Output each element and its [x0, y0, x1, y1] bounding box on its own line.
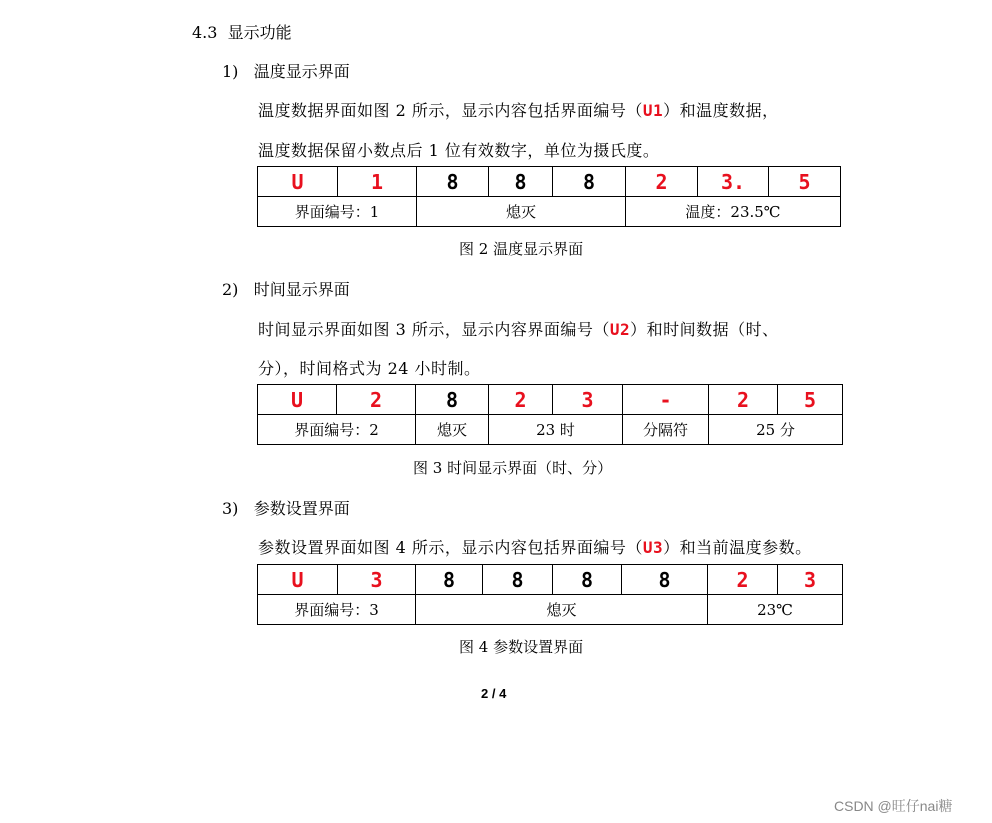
- item3-paragraph-line1: [258, 535, 812, 558]
- segment-digit-cell: 8: [553, 167, 626, 197]
- item2-number: 2): [222, 280, 239, 299]
- segment-digit-cell: 2: [708, 565, 778, 595]
- figure4-label-cell: 23℃: [708, 595, 843, 625]
- item3-text-a: 参数设置界面如图 4 所示，显示内容包括界面编号（: [258, 538, 643, 557]
- segment-digit-cell: 2: [337, 385, 416, 415]
- item1-paragraph-line1: [258, 98, 779, 121]
- item1-text-b: ）和温度数据，: [663, 101, 779, 120]
- figure3-digit-row: [258, 385, 843, 415]
- segment-digit-cell: 3: [553, 385, 623, 415]
- segment-digit-cell: 5: [778, 385, 843, 415]
- item2-paragraph-line2: 分），时间格式为 24 小时制。: [258, 359, 481, 378]
- figure4-digit-row: [258, 565, 843, 595]
- figure2-label-cell: 温度：23.5℃: [626, 197, 841, 227]
- figure4-caption: 图 4 参数设置界面: [459, 638, 584, 656]
- section-number: 4.3: [192, 23, 218, 42]
- item1-title: 温度显示界面: [253, 62, 350, 81]
- figure3-label-cell: 25 分: [709, 415, 843, 445]
- item1-heading: [222, 59, 350, 82]
- figure3-label-cell: 界面编号：2: [258, 415, 416, 445]
- segment-digit-cell: 8: [417, 167, 489, 197]
- segment-digit-cell: 8: [622, 565, 708, 595]
- figure4-label-cell: 界面编号：3: [258, 595, 416, 625]
- item2-text-a: 时间显示界面如图 3 所示，显示内容界面编号（: [258, 320, 610, 339]
- item3-code: U3: [642, 538, 664, 557]
- figure3-caption: 图 3 时间显示界面（时、分）: [413, 459, 613, 477]
- segment-digit-cell: 1: [338, 167, 417, 197]
- figure3-label-cell: 23 时: [489, 415, 623, 445]
- segment-digit-cell: 3: [778, 565, 843, 595]
- figure2-label-cell: 熄灭: [417, 197, 626, 227]
- figure3-label-cell: 分隔符: [623, 415, 709, 445]
- figure4-display-table: [257, 564, 843, 625]
- item3-title: 参数设置界面: [253, 499, 350, 518]
- section-heading: [192, 20, 292, 43]
- segment-digit-cell: -: [623, 385, 709, 415]
- figure3-label-cell: 熄灭: [416, 415, 489, 445]
- item2-text-b: ）和时间数据（时、: [630, 320, 779, 339]
- item2-code: U2: [609, 320, 631, 339]
- segment-digit-cell: 3.: [698, 167, 769, 197]
- item1-code: U1: [642, 101, 664, 120]
- figure2-display-table: [257, 166, 841, 227]
- figure2-label-row: [258, 197, 841, 227]
- segment-digit-cell: 2: [709, 385, 778, 415]
- segment-digit-cell: 8: [483, 565, 553, 595]
- figure2-caption: 图 2 温度显示界面: [459, 240, 584, 258]
- item2-heading: [222, 277, 350, 300]
- item2-title: 时间显示界面: [253, 280, 350, 299]
- figure4-label-row: [258, 595, 843, 625]
- segment-digit-cell: U: [258, 385, 337, 415]
- item3-text-b: ）和当前温度参数。: [663, 538, 812, 557]
- segment-digit-cell: 3: [338, 565, 416, 595]
- item2-paragraph-line1: [258, 317, 779, 340]
- segment-digit-cell: U: [258, 565, 338, 595]
- item1-number: 1): [222, 62, 239, 81]
- item1-text-a: 温度数据界面如图 2 所示，显示内容包括界面编号（: [258, 101, 643, 120]
- figure2-digit-row: [258, 167, 841, 197]
- segment-digit-cell: 8: [553, 565, 622, 595]
- segment-digit-cell: 8: [489, 167, 553, 197]
- figure3-label-row: [258, 415, 843, 445]
- segment-digit-cell: 8: [416, 565, 483, 595]
- segment-digit-cell: 8: [416, 385, 489, 415]
- page-number: 2 / 4: [481, 686, 507, 701]
- figure3-display-table: [257, 384, 843, 445]
- item1-paragraph-line2: 温度数据保留小数点后 1 位有效数字，单位为摄氏度。: [258, 141, 660, 160]
- segment-digit-cell: 2: [626, 167, 698, 197]
- figure4-label-cell: 熄灭: [416, 595, 708, 625]
- segment-digit-cell: U: [258, 167, 338, 197]
- item3-number: 3): [222, 499, 239, 518]
- segment-digit-cell: 2: [489, 385, 553, 415]
- segment-digit-cell: 5: [769, 167, 841, 197]
- item3-heading: [222, 496, 350, 519]
- section-title: 显示功能: [227, 23, 292, 42]
- watermark: CSDN @旺仔nai糖: [834, 798, 953, 814]
- figure2-label-cell: 界面编号：1: [258, 197, 417, 227]
